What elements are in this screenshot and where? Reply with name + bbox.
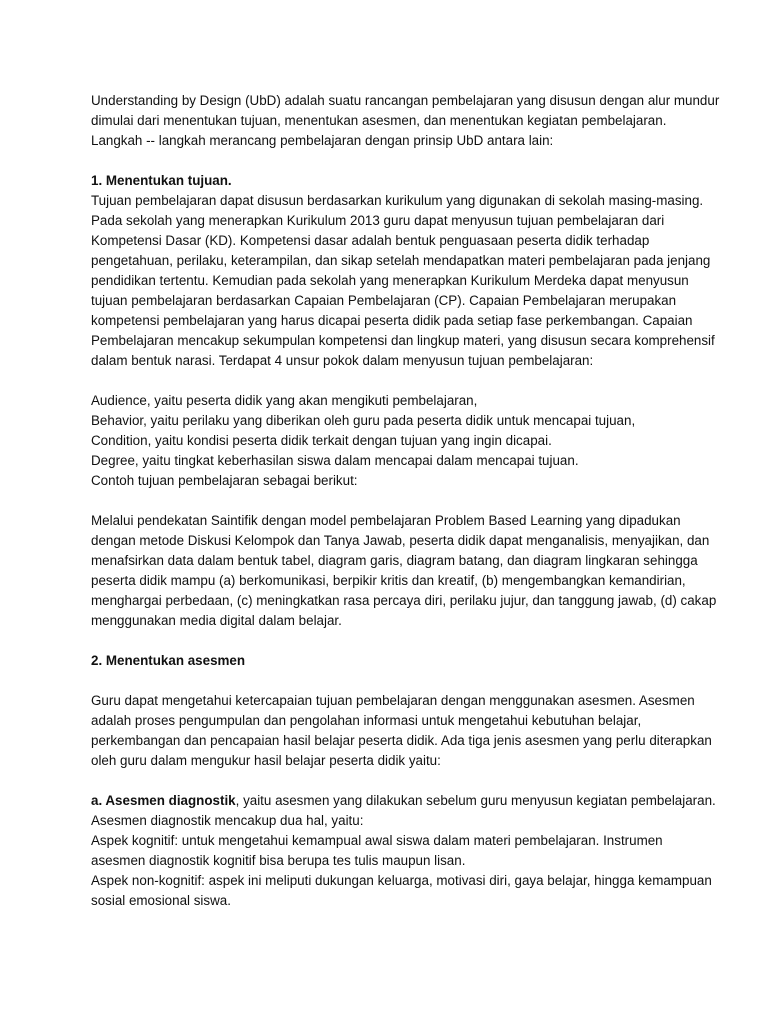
paragraph-line: menggunakan media digital dalam belajar. [91,613,342,628]
paragraph-line: menghargai perbedaan, (c) meningkatkan rasa percaya diri, perilaku jujur, dan tanggung jawab, (d) cakap [91,593,717,608]
paragraph-line: Guru dapat mengetahui ketercapaian tujuan pembelajaran dengan menggunakan asesmen. Asesmen [91,693,695,708]
paragraph-line: peserta didik mampu (a) berkomunikasi, berpikir kritis dan kreatif, (b) mengembangkan kemandirian, [91,573,686,588]
spacer [91,151,691,171]
paragraph-line: tujuan pembelajaran berdasarkan Capaian Pembelajaran (CP). Capaian Pembelajaran merupakan [91,293,677,308]
paragraph-line: pendidikan tertentu. Kemudian pada sekolah yang menerapkan Kurikulum Merdeka dapat menyusun [91,273,689,288]
paragraph-line: Tujuan pembelajaran dapat disusun berdasarkan kurikulum yang digunakan di sekolah masing-masing. [91,193,704,208]
paragraph-line: dalam bentuk narasi. Terdapat 4 unsur pokok dalam menyusun tujuan pembelajaran: [91,353,594,368]
list-item: Behavior, yaitu perilaku yang diberikan oleh guru pada peserta didik untuk mencapai tujuan, [91,413,636,428]
spacer [91,491,691,511]
diagnostic-assessment-block [91,791,716,911]
example-paragraph [91,511,717,631]
paragraph-line: dengan metode Diskusi Kelompok dan Tanya Jawab, peserta didik dapat menganalisis, menyajikan, dan [91,533,710,548]
paragraph-line: adalah proses pengumpulan dan pengolahan informasi untuk mengetahui kebutuhan belajar, [91,713,642,728]
paragraph-line: Aspek kognitif: untuk mengetahui kemampual awal siswa dalam materi pembelajaran. Instrumen [91,833,663,848]
section-2-heading: 2. Menentukan asesmen [91,653,246,668]
diagnostic-definition: , yaitu asesmen yang dilakukan sebelum guru menyusun kegiatan pembelajaran. [235,793,716,808]
section-1-heading: 1. Menentukan tujuan. [91,173,232,188]
section-1-paragraph [91,191,715,371]
spacer [91,631,691,651]
intro-line: Understanding by Design (UbD) adalah suatu rancangan pembelajaran yang disusun dengan alur mundur [91,93,720,108]
paragraph-line: Pembelajaran mencakup sekumpulan kompetensi dan lingkup materi, yang disusun secara komprehensif [91,333,715,348]
intro-paragraph [91,91,720,151]
paragraph-line: Aspek non-kognitif: aspek ini meliputi dukungan keluarga, motivasi diri, gaya belajar, hingga kemampuan [91,873,712,888]
paragraph-line: Asesmen diagnostik mencakup dua hal, yaitu: [91,813,364,828]
paragraph-line: Melalui pendekatan Saintifik dengan model pembelajaran Problem Based Learning yang dipadukan [91,513,681,528]
spacer [91,371,691,391]
list-item: Condition, yaitu kondisi peserta didik terkait dengan tujuan yang ingin dicapai. [91,433,552,448]
diagnostic-intro-line [91,791,716,811]
paragraph-line: sosial emosional siswa. [91,893,231,908]
paragraph-line: Kompetensi Dasar (KD). Kompetensi dasar adalah bentuk penguasaan peserta didik terhadap [91,233,650,248]
paragraph-line: oleh guru dalam mengukur hasil belajar peserta didik yaitu: [91,753,441,768]
paragraph-line: pengetahuan, perilaku, keterampilan, dan sikap setelah mendapatkan materi pembelajaran pada jenjang [91,253,711,268]
spacer [91,671,691,691]
paragraph-line: Pada sekolah yang menerapkan Kurikulum 2013 guru dapat menyusun tujuan pembelajaran dari [91,213,665,228]
paragraph-line: menafsirkan data dalam bentuk tabel, diagram garis, diagram batang, dan diagram lingkaran sehingga [91,553,698,568]
paragraph-line: asesmen diagnostik kognitif bisa berupa tes tulis maupun lisan. [91,853,466,868]
list-item: Degree, yaitu tingkat keberhasilan siswa dalam mencapai dalam mencapai tujuan. [91,453,579,468]
section-2-paragraph [91,691,712,771]
objective-elements-list [91,391,691,491]
list-item: Audience, yaitu peserta didik yang akan mengikuti pembelajaran, [91,393,478,408]
list-item: Contoh tujuan pembelajaran sebagai berikut: [91,473,358,488]
intro-line: Langkah -- langkah merancang pembelajaran dengan prinsip UbD antara lain: [91,133,554,148]
intro-line: dimulai dari menentukan tujuan, menentukan asesmen, dan menentukan kegiatan pembelajaran. [91,113,667,128]
paragraph-line: perkembangan dan pencapaian hasil belajar peserta didik. Ada tiga jenis asesmen yang perlu diterapkan [91,733,712,748]
diagnostic-term: a. Asesmen diagnostik [91,793,236,808]
spacer [91,771,691,791]
paragraph-line: kompetensi pembelajaran yang harus dicapai peserta didik pada setiap fase perkembangan. Capaian [91,313,693,328]
document-page [91,91,720,911]
